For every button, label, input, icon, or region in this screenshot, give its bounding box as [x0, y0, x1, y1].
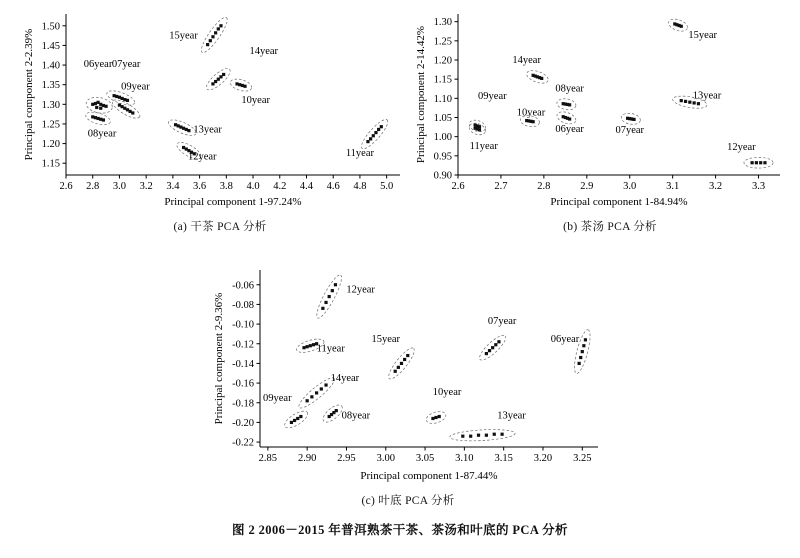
series-label-09year: 09year — [121, 81, 150, 93]
svg-text:2.6: 2.6 — [451, 181, 465, 192]
svg-text:3.1: 3.1 — [666, 181, 680, 192]
panel-c-caption: (c) 叶底 PCA 分析 — [361, 495, 455, 507]
series-label-09year: 09year — [478, 91, 507, 103]
svg-text:-0.22: -0.22 — [232, 437, 254, 449]
svg-text:3.3: 3.3 — [751, 181, 766, 192]
svg-text:3.2: 3.2 — [709, 181, 723, 192]
series-label-13year: 13year — [193, 124, 222, 136]
series-label-12year: 12year — [727, 142, 756, 154]
svg-text:-0.18: -0.18 — [232, 398, 254, 410]
series-label-07year: 07year — [615, 124, 645, 136]
series-label-15year: 15year — [371, 333, 401, 345]
series-label-14year: 14year — [330, 373, 360, 385]
svg-text:1.10: 1.10 — [433, 93, 452, 105]
series-label-14year: 14year — [249, 46, 279, 58]
scatter-plot-b — [412, 4, 792, 209]
series-label-13year: 13year — [497, 410, 526, 422]
svg-text:-0.20: -0.20 — [232, 417, 254, 429]
series-label-08year: 08year — [555, 83, 584, 95]
series-label-11year: 11year — [316, 343, 345, 355]
svg-text:1.15: 1.15 — [433, 74, 452, 86]
series-label-11year: 11year — [469, 140, 498, 152]
svg-text:2.8: 2.8 — [537, 181, 551, 192]
svg-text:4.0: 4.0 — [246, 181, 260, 192]
series-label-14year: 14year — [512, 55, 541, 67]
series-label-06year: 06year — [550, 333, 580, 345]
svg-text:-0.10: -0.10 — [232, 319, 254, 331]
svg-text:4.6: 4.6 — [326, 181, 340, 192]
svg-text:3.25: 3.25 — [573, 453, 592, 464]
svg-text:2.8: 2.8 — [86, 181, 100, 192]
svg-text:1.45: 1.45 — [41, 40, 60, 52]
svg-text:1.05: 1.05 — [433, 113, 452, 124]
series-label-06year: 06year — [83, 59, 113, 71]
scatter-plot-c — [210, 258, 610, 483]
series-label-13year: 13year — [692, 90, 722, 102]
svg-text:3.2: 3.2 — [139, 181, 153, 192]
svg-text:1.00: 1.00 — [433, 132, 452, 144]
svg-text:-0.12: -0.12 — [232, 339, 254, 351]
series-label-09year: 09year — [263, 392, 292, 404]
svg-text:3.0: 3.0 — [112, 181, 127, 192]
svg-text:Principal component 1-84.94%: Principal component 1-84.94% — [550, 196, 688, 208]
chart-panel-tea-soup — [412, 4, 792, 208]
series-label-10year: 10year — [432, 386, 462, 398]
series-label-10year: 10year — [516, 107, 546, 119]
chart-panel-leaf-base — [210, 258, 610, 482]
svg-text:4.2: 4.2 — [273, 181, 287, 192]
svg-text:-0.06: -0.06 — [232, 280, 254, 292]
panel-b-caption: (b) 茶汤 PCA 分析 — [563, 221, 657, 233]
svg-text:Principal component 2-14.42%: Principal component 2-14.42% — [415, 25, 427, 164]
svg-text:3.10: 3.10 — [455, 453, 474, 464]
svg-text:1.15: 1.15 — [41, 158, 60, 170]
series-label-15year: 15year — [169, 30, 198, 42]
svg-text:4.8: 4.8 — [353, 181, 367, 192]
svg-text:3.6: 3.6 — [193, 181, 207, 192]
svg-text:-0.14: -0.14 — [232, 358, 254, 370]
svg-text:1.50: 1.50 — [41, 21, 60, 33]
svg-text:Principal component 1-97.24%: Principal component 1-97.24% — [164, 196, 302, 208]
svg-text:3.00: 3.00 — [376, 453, 395, 464]
series-label-10year: 10year — [241, 95, 271, 107]
series-label-08year: 08year — [87, 128, 117, 140]
svg-text:3.20: 3.20 — [533, 453, 553, 464]
svg-text:3.8: 3.8 — [219, 181, 233, 192]
svg-text:Principal component 2-2.39%: Principal component 2-2.39% — [23, 28, 35, 161]
svg-text:-0.08: -0.08 — [232, 299, 254, 311]
series-label-07year: 07year — [487, 316, 517, 328]
svg-text:3.15: 3.15 — [494, 453, 513, 464]
figure-caption: 图 2 2006－2015 年普洱熟茶干茶、茶汤和叶底的 PCA 分析 — [232, 523, 568, 537]
series-label-11year: 11year — [345, 148, 375, 160]
series-label-12year: 12year — [187, 151, 217, 163]
svg-text:1.30: 1.30 — [433, 17, 452, 29]
series-label-08year: 08year — [341, 410, 371, 422]
svg-text:-0.16: -0.16 — [232, 378, 254, 390]
svg-text:2.95: 2.95 — [337, 453, 356, 464]
svg-text:0.95: 0.95 — [433, 151, 452, 163]
svg-text:2.6: 2.6 — [59, 181, 73, 192]
scatter-plot-a — [20, 4, 410, 209]
svg-text:2.85: 2.85 — [258, 453, 278, 464]
svg-text:3.05: 3.05 — [415, 453, 435, 464]
svg-text:4.4: 4.4 — [299, 181, 314, 192]
series-label-07year: 07year — [111, 59, 141, 71]
svg-text:1.20: 1.20 — [41, 139, 60, 151]
svg-text:1.40: 1.40 — [41, 60, 60, 72]
svg-text:1.25: 1.25 — [41, 119, 60, 131]
series-label-06year: 06year — [555, 124, 584, 136]
svg-text:2.7: 2.7 — [494, 181, 508, 192]
svg-text:3.0: 3.0 — [623, 181, 637, 192]
series-label-12year: 12year — [346, 284, 375, 296]
svg-text:2.9: 2.9 — [580, 181, 594, 192]
svg-text:1.30: 1.30 — [41, 99, 60, 111]
series-label-15year: 15year — [688, 29, 718, 41]
svg-text:1.20: 1.20 — [433, 55, 452, 67]
svg-text:1.25: 1.25 — [433, 36, 452, 48]
chart-panel-dry-tea — [20, 4, 410, 208]
svg-text:1.35: 1.35 — [41, 80, 60, 92]
svg-text:0.90: 0.90 — [433, 170, 452, 182]
svg-text:2.90: 2.90 — [297, 453, 317, 464]
svg-text:5.0: 5.0 — [380, 181, 394, 192]
svg-text:3.4: 3.4 — [166, 181, 180, 192]
svg-text:Principal component 1-87.44%: Principal component 1-87.44% — [360, 470, 498, 482]
panel-a-caption: (a) 干茶 PCA 分析 — [173, 221, 267, 233]
svg-text:Principal component 2-9.36%: Principal component 2-9.36% — [213, 292, 225, 425]
